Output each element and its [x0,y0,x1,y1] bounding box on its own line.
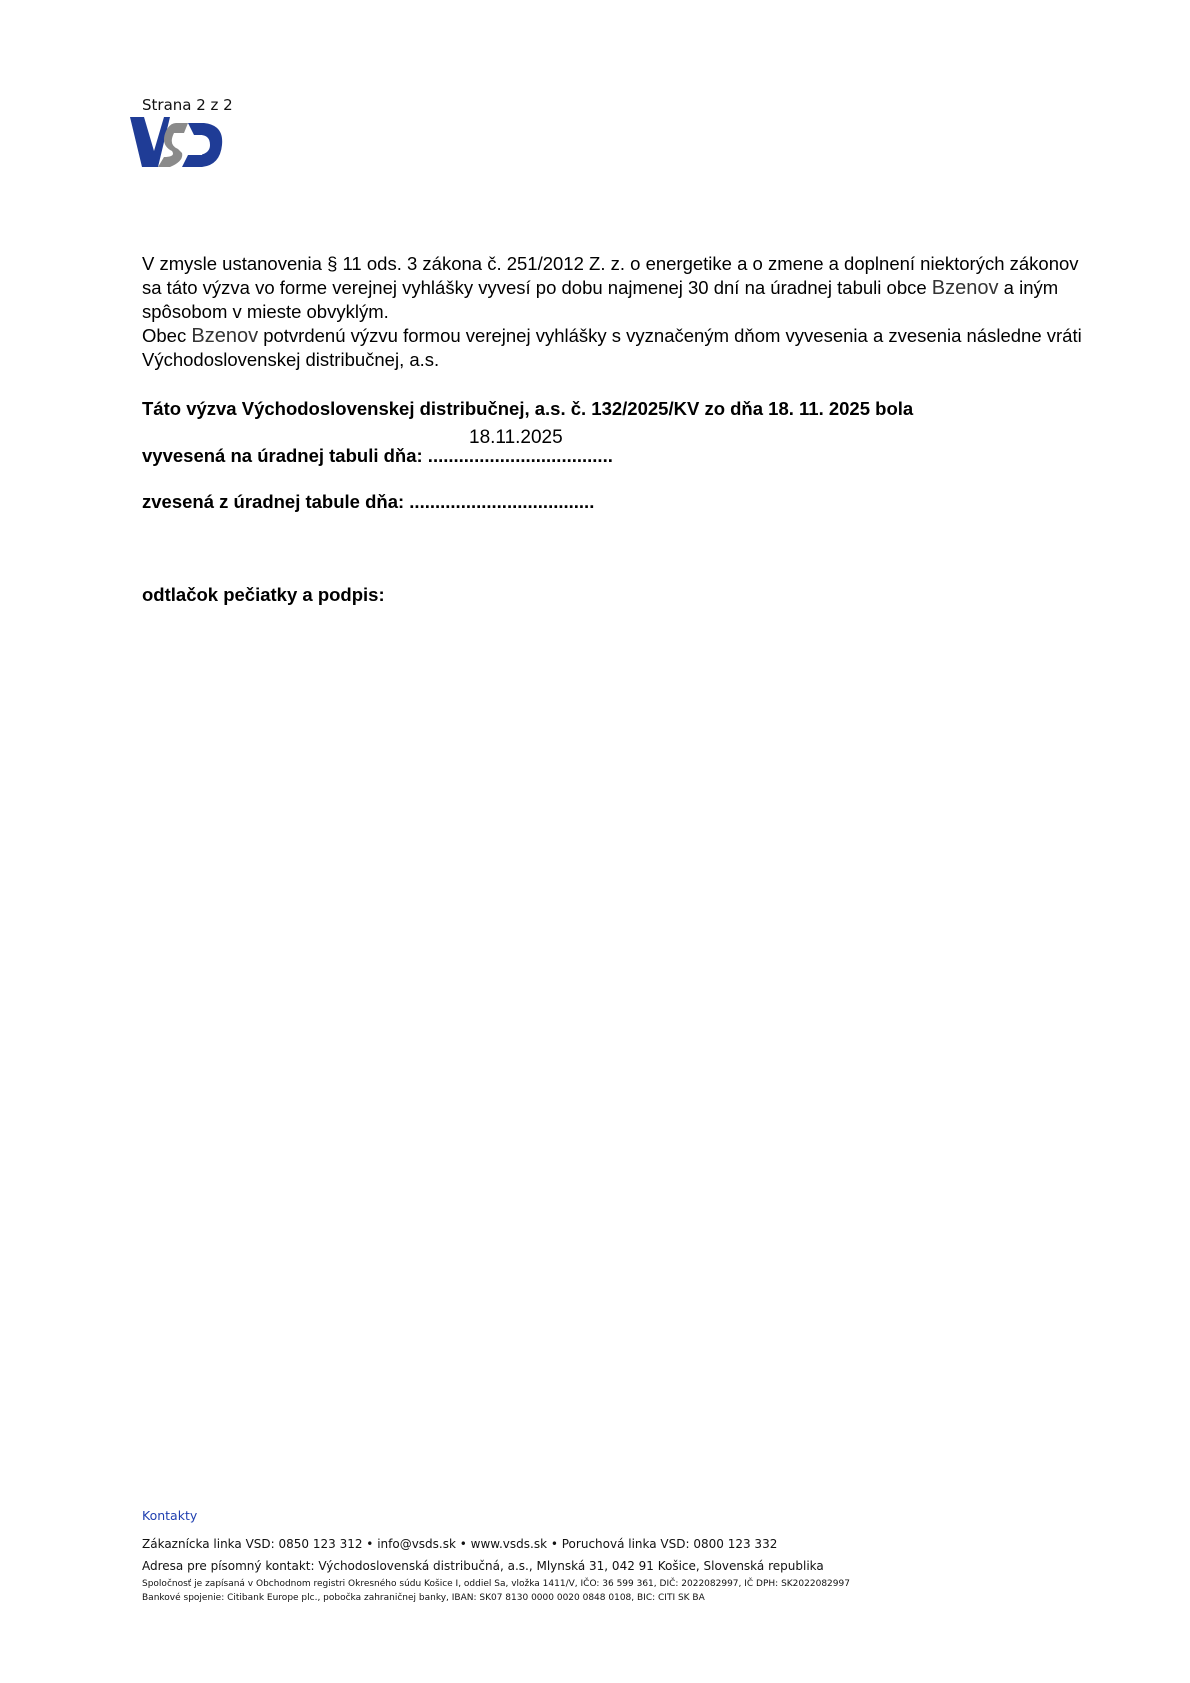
para1-part1: V zmysle ustanovenia § 11 ods. 3 zákona č. 251/2012 Z. z. o energetike a o zmene a doplnení niektorých zákonov sa táto výzva vo forme verejnej vyhlášky vyvesí po dobu najmenej 30 dní na úradnej tabuli obce [142,253,1079,298]
contacts-title: Kontakty [142,1508,198,1523]
para2-part1: Obec [142,325,192,346]
posted-label: vyvesená na úradnej tabuli dňa: .................................... [142,445,613,466]
paragraph-2 [142,324,1082,372]
para2-part2: potvrdenú výzvu formou verejnej vyhlášky s vyznačeným dňom vyvesenia a zvesenia následne vráti Východoslovenskej distribučnej, a.s. [142,325,1082,370]
footer-contact-line: Zákaznícka linka VSD: 0850 123 312 • info@vsds.sk • www.vsds.sk • Poruchová linka VSD: 0800 123 332 [142,1537,778,1551]
page-number: Strana 2 z 2 [142,96,233,114]
footer [142,1508,1042,1605]
stamp-signature-label: odtlačok pečiatky a podpis: [142,584,385,605]
village-name: Bzenov [931,277,999,299]
village-name-2: Bzenov [191,325,259,347]
body-text [142,252,1082,372]
notice-statement: Táto výzva Východoslovenskej distribučnej, a.s. č. 132/2025/KV zo dňa 18. 11. 2025 bola [142,398,914,419]
para1-part2: a iným spôsobom v mieste obvyklým. [142,277,1059,322]
footer-address-line: Adresa pre písomný kontakt: Východoslovenská distribučná, a.s., Mlynská 31, 042 91 Košice, Slovenská republika [142,1559,824,1573]
removed-label: zvesená z úradnej tabule dňa: .................................... [142,491,595,512]
footer-bank-line: Bankové spojenie: Citibank Europe plc., pobočka zahraničnej banky, IBAN: SK07 8130 0000 0020 0848 0108, BIC: CITI SK BA [142,1593,705,1603]
posted-date: 18.11.2025 [469,427,563,448]
footer-registry-line: Spoločnosť je zapísaná v Obchodnom registri Okresného súdu Košice I, oddiel Sa, vložka 1411/V, IČO: 36 599 361, DIČ: 2022082997, IČ DPH: SK2022082997 [142,1579,850,1589]
vsd-logo [130,117,224,167]
paragraph-1 [142,252,1082,324]
